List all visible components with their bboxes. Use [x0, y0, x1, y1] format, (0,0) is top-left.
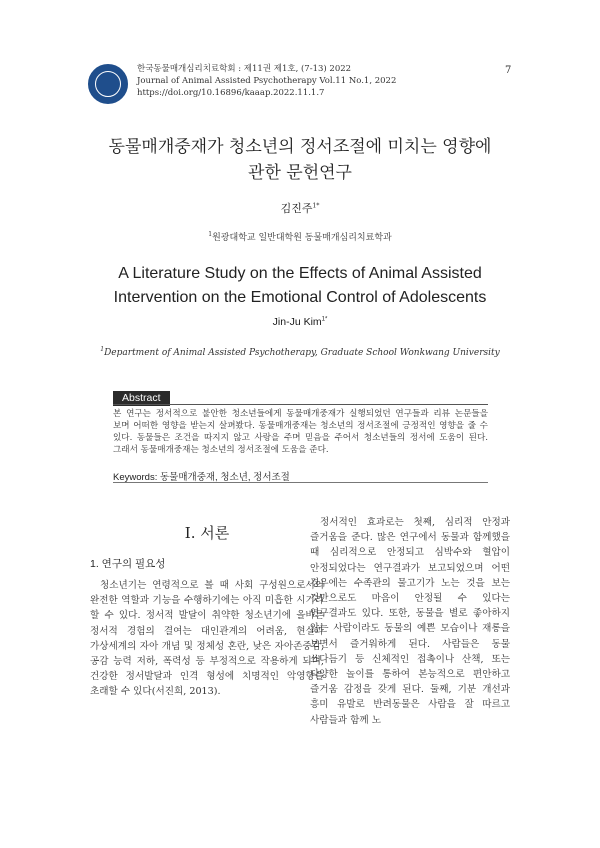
title-english-line2: Intervention on the Emotional Control of Adolescents [113, 289, 487, 306]
logo-inner-ring [95, 71, 121, 97]
author-korean-name: 김진주 [280, 202, 313, 215]
journal-logo [88, 64, 128, 104]
subsection-title: 1. 연구의 필요성 [90, 558, 166, 570]
abstract-label: Abstract [113, 391, 170, 406]
author-english-name: Jin-Ju Kim [272, 316, 322, 328]
author-korean [0, 200, 600, 216]
title-english-line1: A Literature Study on the Effects of Animal Assisted [118, 265, 482, 282]
author-english [0, 316, 600, 328]
page-number: 7 [505, 65, 512, 76]
title-korean-line2: 관한 문헌연구 [248, 163, 352, 183]
keywords-text: 동물매개중재, 청소년, 정서조절 [160, 472, 290, 483]
abstract-divider [113, 404, 488, 405]
abstract-text: 본 연구는 정서적으로 불안한 청소년들에게 동물매개중재가 실행되었던 연구들과 리뷰 논문들을 보며 어떠한 영향을 받는지 살펴봤다. 동물매개중재는 청소년의 정서조절에 긍정적인 영향을 줄 수 있다. 동물들은 조건을 따지지 않고 사랑을 주며 믿음을 주어서 청소년들의 정서에 도움이 된다. 그래서 동물매개중재는 청소년의 정서조절에 도움을 준다. [113, 409, 488, 455]
section-title: I. 서론 [184, 524, 230, 542]
affiliation-korean-text: 원광대학교 일반대학원 동물매개심리치료학과 [212, 233, 392, 243]
journal-header-korean: 한국동물매개심리치료학회 : 제11권 제1호, (7-13) 2022 [137, 64, 352, 74]
affiliation-korean [0, 230, 600, 243]
title-korean-line1: 동물매개중재가 청소년의 정서조절에 미치는 영향에 [108, 137, 492, 157]
affiliation-english [0, 346, 600, 358]
body-paragraph-left: 청소년기는 연령적으로 볼 때 사회 구성원으로서의 완전한 역할과 기능을 수행하기에는 아직 미흡한 시기라 할 수 있다. 정서적 발달이 취약한 청소년기에 올바른 정서적 경험의 결여는 대인관계의 어려움, 현실과 가상세계의 자아 개념 및 정체성 혼란, 낮은 자아존중감, 공감 능력 저하, 폭력성 등 부정적으로 작용하게 되며, 건강한 정서발달과 인격 형성에 치명적인 악영향을 초래할 수 있다(서진희, 2013). [90, 580, 324, 698]
keywords-label: Keywords: [113, 472, 158, 483]
keywords [113, 469, 290, 483]
keywords-divider [113, 482, 488, 483]
affiliation-english-text: Department of Animal Assisted Psychotherapy, Graduate School Wonkwang University [104, 348, 500, 358]
author-korean-sup: 1* [312, 202, 320, 210]
author-english-sup: 1* [321, 316, 328, 323]
journal-header-english: Journal of Animal Assisted Psychotherapy Vol.11 No.1, 2022 [137, 76, 397, 86]
body-paragraph-right: 정서적인 효과로는 첫째, 심리적 안정과 즐거움을 준다. 많은 연구에서 동물과 함께했을 때 심리적으로 안정되고 심박수와 혈압이 안정되었다는 연구결과가 보고되었으며 어떤 경우에는 수족관의 물고기가 노는 것을 보는 것만으로도 마음이 안정될 수 있다는 연구결과도 있다. 또한, 동물을 별로 좋아하지 않는 사람이라도 동물의 예쁜 모습이나 재롱을 보면서 즐거워하게 된다. 사람들은 동물 쓰다듬기 등 신체적인 접촉이나 산책, 또는 다양한 놀이를 통하여 본능적으로 편안하고 즐거움 감정을 갖게 된다. 둘째, 기분 개선과 흥미 유발로 반려동물은 사람을 잘 따르고 사람들과 함께 노 [310, 517, 510, 726]
journal-doi-link[interactable]: https://doi.org/10.16896/kaaap.2022.11.1.7 [137, 88, 325, 98]
affiliation-english-sup: 1 [100, 346, 105, 353]
affiliation-korean-sup: 1 [208, 231, 213, 238]
